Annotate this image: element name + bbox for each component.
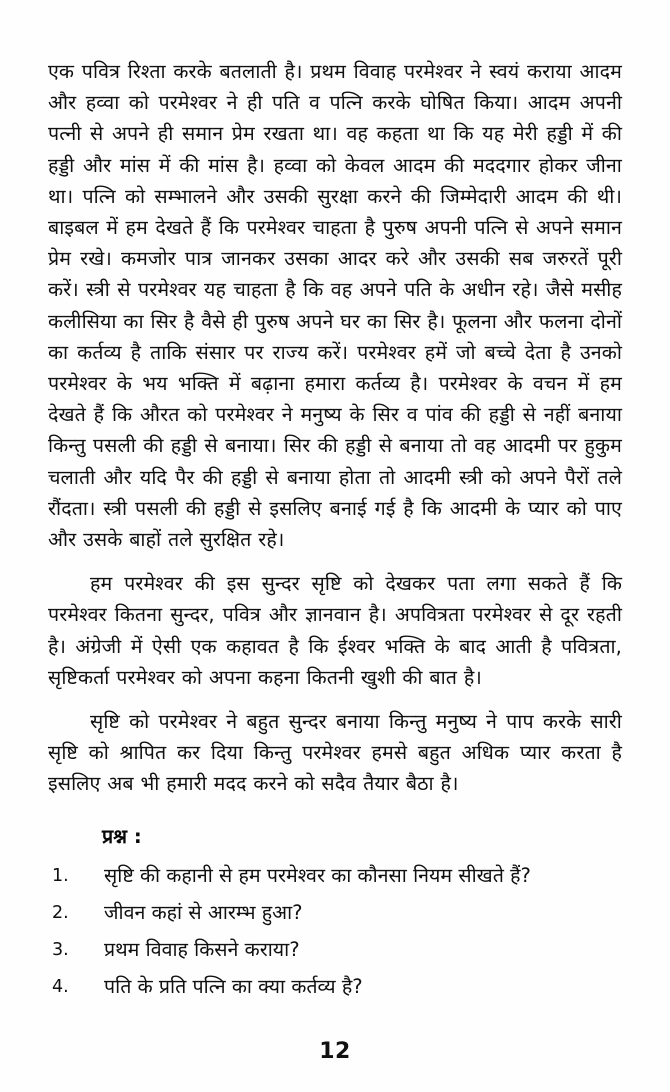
question-text: सृष्टि की कहानी से हम परमेश्वर का कौनसा नियम सीखते हैं? [104, 863, 531, 887]
page-number: 12 [319, 1039, 351, 1064]
list-item [48, 972, 622, 1002]
list-item [48, 935, 622, 965]
questions-heading: प्रश्न : [102, 824, 142, 848]
paragraph-3: सृष्टि को परमेश्वर ने बहुत सुन्दर बनाया किन्तु मनुष्य ने पाप करके सारी सृष्टि को श्रापित कर दिया किन्तु परमेश्वर हमसे बहुत अधिक प्यार करता है इसलिए अब भी हमारी मदद करने को सदैव तैयार बैठा है। [48, 710, 622, 796]
question-number: 1. [52, 865, 69, 886]
list-item [48, 861, 622, 891]
paragraph-2: हम परमेश्वर की इस सुन्दर सृष्टि को देखकर पता लगा सकते हैं कि परमेश्वर कितना सुन्दर, पवित्र और ज्ञानवान है। अपवित्रता परमेश्वर से दूर रहती है। अंग्रेजी में ऐसी एक कहावत है कि ईश्वर भक्ति के बाद आती है पवित्रता, सृष्टिकर्ता परमेश्वर को अपना कहना कितनी खुशी की बात है। [48, 572, 622, 689]
page-body [48, 56, 622, 800]
question-number: 2. [52, 902, 69, 923]
question-text: प्रथम विवाह किसने कराया? [104, 937, 300, 961]
list-item [48, 898, 622, 928]
question-text: पति के प्रति पत्नि का क्या कर्तव्य है? [104, 974, 363, 998]
question-text: जीवन कहां से आरम्भ हुआ? [104, 900, 303, 924]
questions-list [48, 861, 622, 1002]
question-number: 3. [52, 939, 69, 960]
question-number: 4. [52, 976, 69, 997]
paragraph-1: एक पवित्र रिश्ता करके बतलाती है। प्रथम विवाह परमेश्वर ने स्वयं कराया आदम और हव्वा को परमेश्वर ने ही पति व पत्नि करके घोषित किया। आदम अपनी पत्नी से अपने ही समान प्रेम रखता था। वह कहता था कि यह मेरी हड्डी में की हड्डी और मांस में की मांस है। हव्वा को केवल आदम की मददगार होकर जीना था। पत्नि को सम्भालने और उसकी सुरक्षा करने की जिम्मेदारी आदम की थी। बाइबल में हम देखते हैं कि परमेश्वर चाहता है पुरुष अपनी पत्नि से अपने समान प्रेम रखे। कमजोर पात्र जानकर उसका आदर करे और उसकी सब जरुरतें पूरी करें। स्त्री से परमेश्वर यह चाहता है कि वह अपने पति के अधीन रहे। जैसे मसीह कलीसिया का सिर है वैसे ही पुरुष अपने घर का सिर है। फूलना और फलना दोनों का कर्तव्य है ताकि संसार पर राज्य करें। परमेश्वर हमें जो बच्चे देता है उनको परमेश्वर के भय भक्ति में बढ़ाना हमारा कर्तव्य है। परमेश्वर के वचन में हम देखते हैं कि औरत को परमेश्वर ने मनुष्य के सिर व पांव की हड्डी से नहीं बनाया किन्तु पसली की हड्डी से बनाया। सिर की हड्डी से बनाया तो वह आदमी पर हुकुम चलाती और यदि पैर की हड्डी से बनाया होता तो आदमी स्त्री को अपने पैरों तले रौंदता। स्त्री पसली की हड्डी से इसलिए बनाई गई है कि आदमी के प्यार को पाए और उसके बाहों तले सुरक्षित रहे। [48, 60, 622, 552]
